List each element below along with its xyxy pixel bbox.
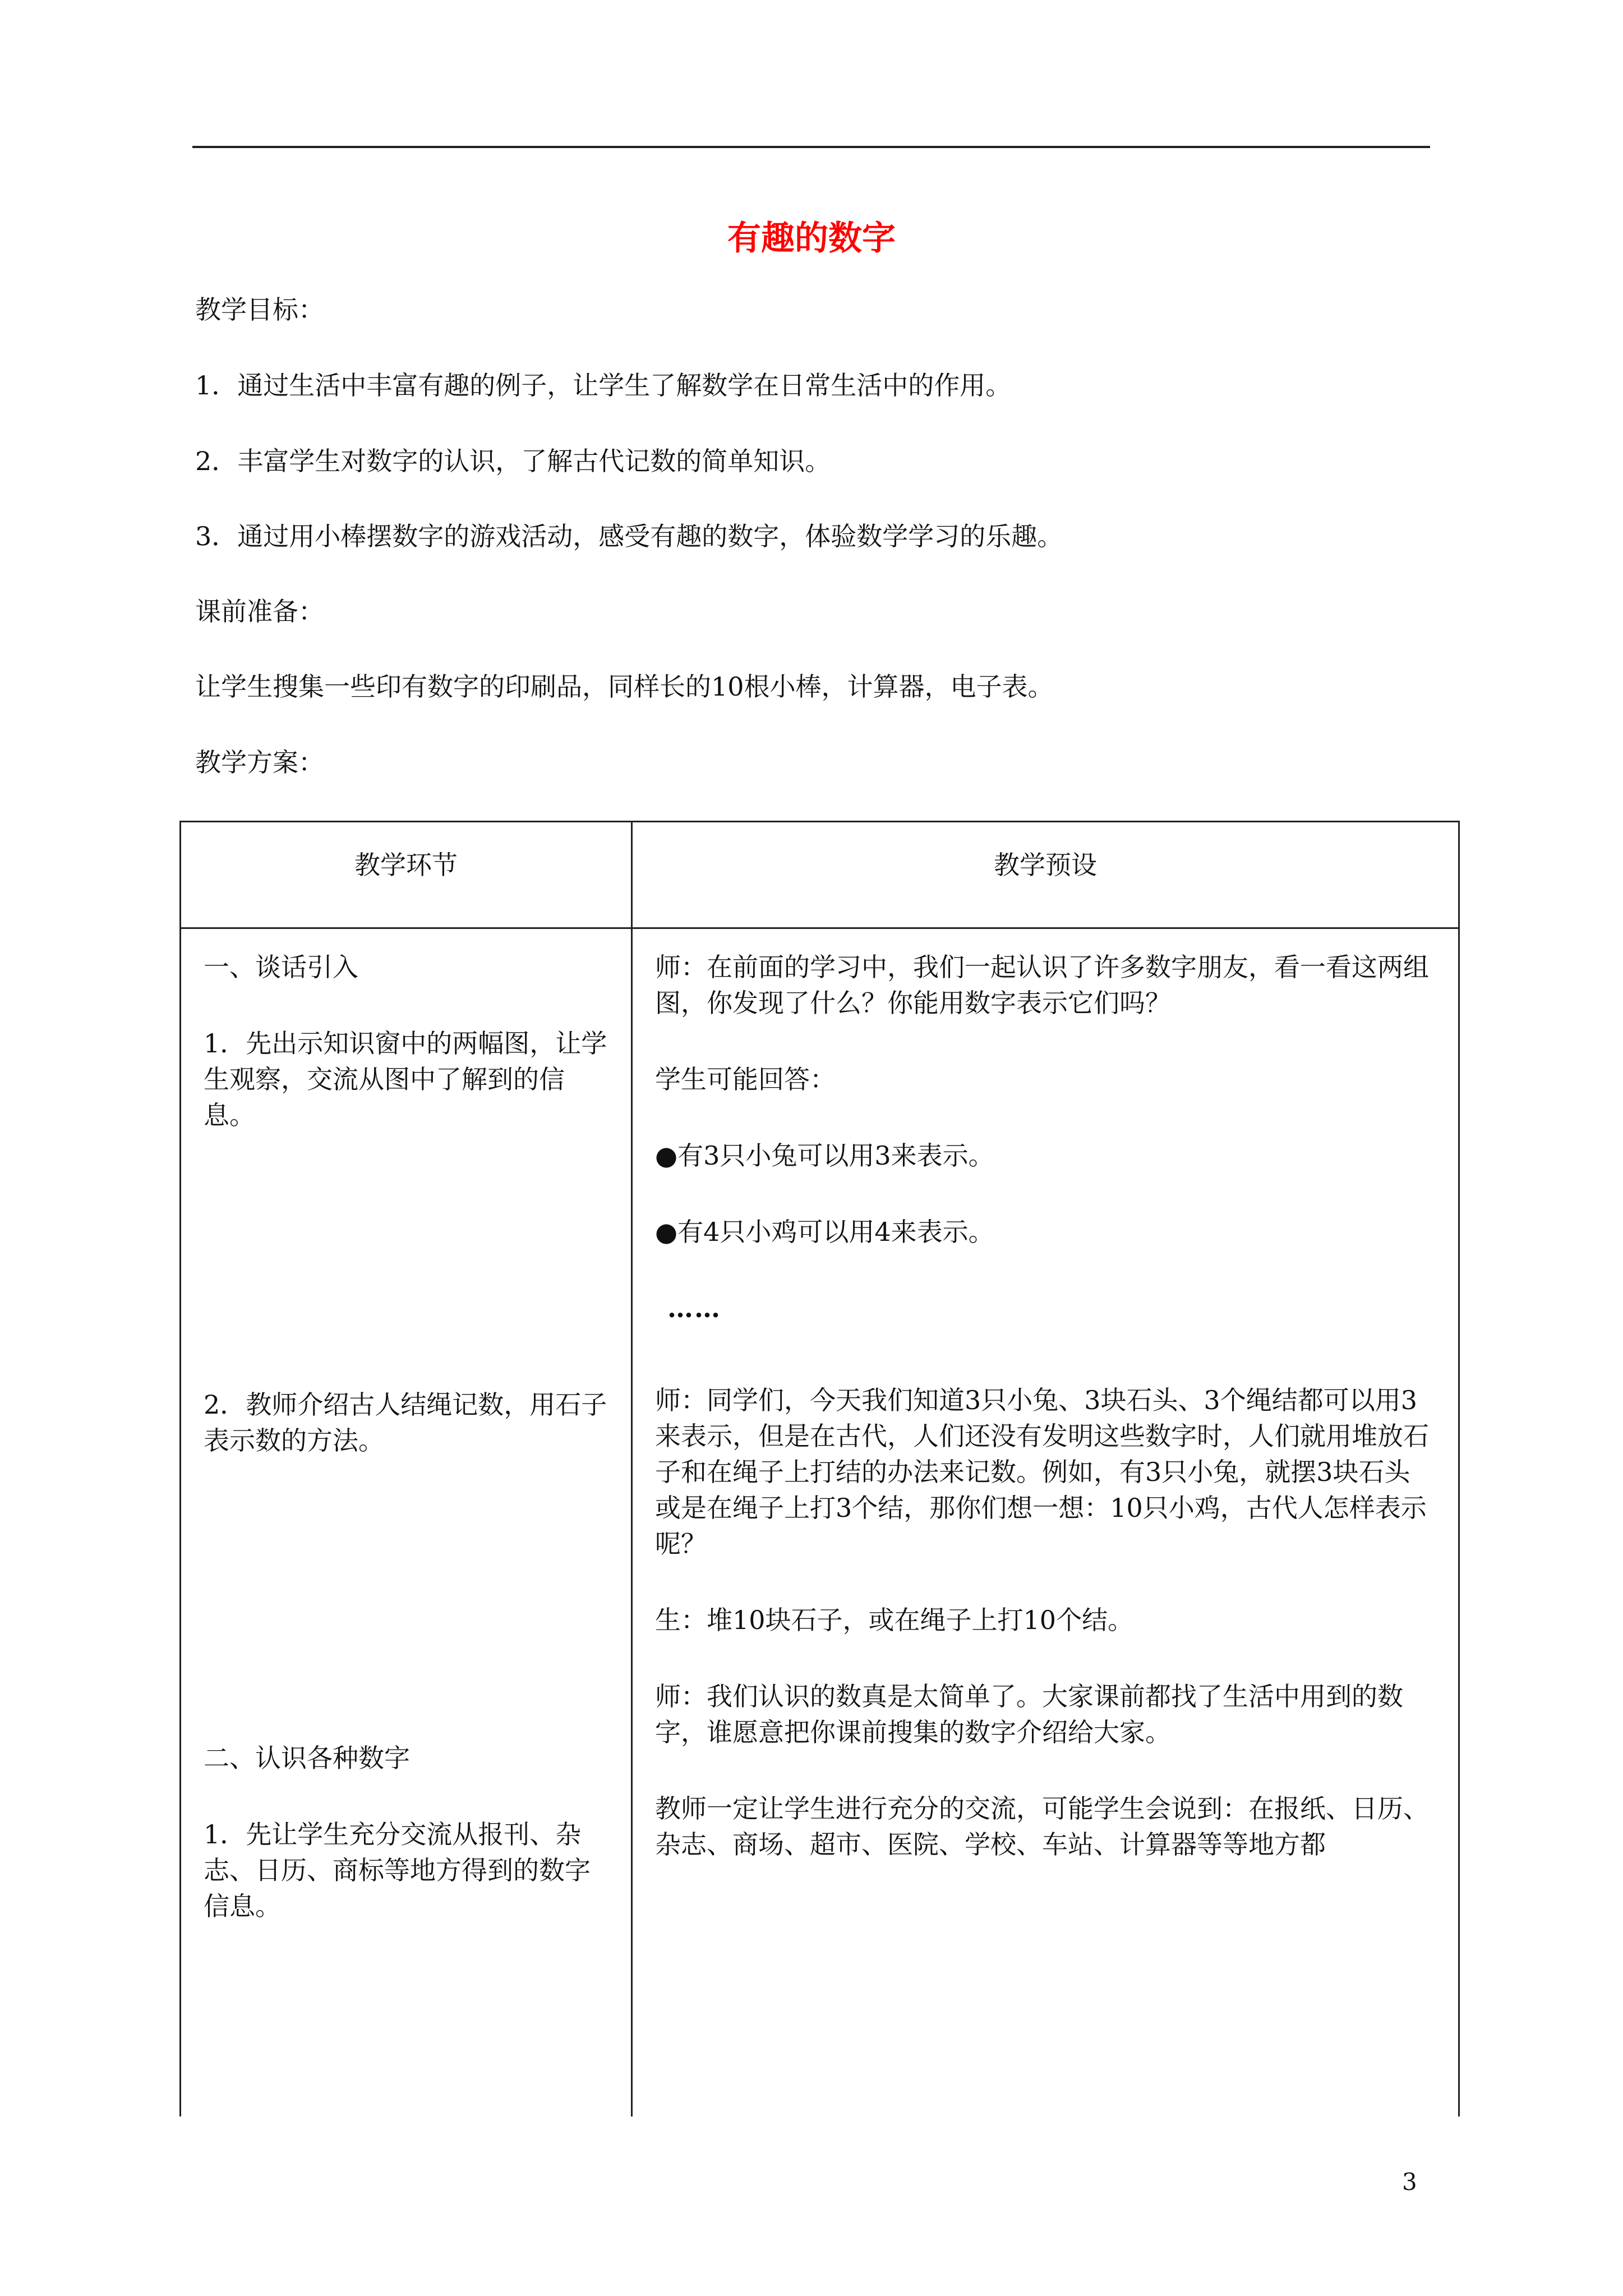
stage-item: 1．先让学生充分交流从报刊、杂志、日历、商标等地方得到的数字信息。: [204, 1819, 591, 1921]
plan-bullet: ●有4只小鸡可以用4来表示。: [655, 1217, 994, 1247]
plan-ellipsis: ……: [667, 1293, 721, 1323]
section-title: 二、认识各种数字: [204, 1743, 410, 1773]
plan-paragraph: 师：同学们，今天我们知道3只小兔、3块石头、3个绳结都可以用3来表示，但是在古代，人们还没有发明这些数字时，人们就用堆放石子和在绳子上打结的办法来记数。例如，有3只小兔，就摆3块石头或是在绳子上打3个结，那你们想一想：10只小鸡，古代人怎样表示呢？: [655, 1385, 1429, 1559]
section-title: 一、谈话引入: [204, 952, 358, 982]
document-title: 有趣的数字: [727, 219, 896, 258]
plan-paragraph: 教师一定让学生进行充分的交流，可能学生会说到：在报纸、日历、杂志、商场、超市、医院、学校、车站、计算器等等地方都: [655, 1793, 1429, 1860]
header-rule: [192, 146, 1430, 148]
stage-item: 1．先出示知识窗中的两幅图，让学生观察，交流从图中了解到的信息。: [204, 1028, 607, 1130]
lesson-plan-table: [179, 821, 1460, 2116]
objective-item: 2．丰富学生对数字的认识，了解古代记数的简单知识。: [195, 446, 831, 476]
header-cell-stage: 教学环节: [181, 822, 632, 928]
preparation-text: 让学生搜集一些印有数字的印刷品，同样长的10根小棒，计算器，电子表。: [195, 671, 1054, 702]
table-header-row: [181, 822, 1459, 928]
stage-column: [181, 928, 632, 2117]
preparation-heading: 课前准备：: [195, 596, 324, 627]
plan-heading: 教学方案：: [195, 747, 324, 777]
plan-paragraph: 师：我们认识的数真是太简单了。大家课前都找了生活中用到的数字，谁愿意把你课前搜集的数字介绍给大家。: [655, 1681, 1403, 1747]
stage-item: 2．教师介绍古人结绳记数，用石子表示数的方法。: [204, 1389, 607, 1456]
plan-paragraph: 学生可能回答：: [655, 1064, 836, 1094]
objectives-heading: 教学目标：: [195, 295, 324, 325]
table-row: [181, 928, 1459, 2117]
plan-column: [632, 928, 1459, 2117]
objective-item: 1．通过生活中丰富有趣的例子，让学生了解数学在日常生活中的作用。: [195, 370, 1012, 401]
plan-paragraph: 师：在前面的学习中，我们一起认识了许多数字朋友，看一看这两组图，你发现了什么？你能用数字表示它们吗？: [655, 952, 1429, 1018]
plan-bullet: ●有3只小兔可以用3来表示。: [655, 1140, 994, 1171]
objective-item: 3．通过用小棒摆数字的游戏活动，感受有趣的数字，体验数学学习的乐趣。: [195, 521, 1063, 551]
page-number: 3: [1402, 2168, 1417, 2196]
plan-paragraph: 生：堆10块石子，或在绳子上打10个结。: [655, 1605, 1134, 1635]
header-cell-plan: 教学预设: [632, 822, 1459, 928]
